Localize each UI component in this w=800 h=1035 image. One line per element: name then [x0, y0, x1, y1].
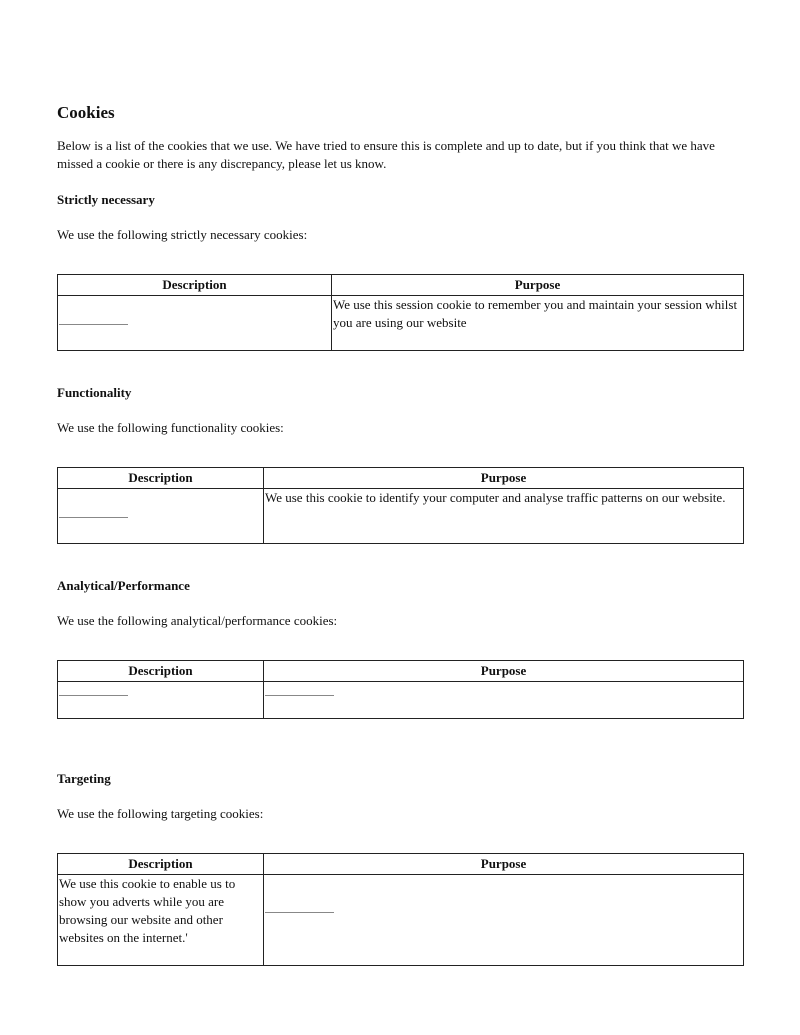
blank-line	[265, 911, 334, 913]
section-heading-targeting: Targeting	[57, 771, 111, 786]
section-text-strictly-necessary: We use the following strictly necessary cookies:	[57, 227, 308, 242]
table-header-row	[58, 661, 744, 682]
column-header-description: Description	[58, 275, 332, 296]
column-header-purpose: Purpose	[264, 661, 744, 682]
cookie-purpose-cell	[264, 682, 744, 719]
column-header-purpose: Purpose	[264, 854, 744, 875]
intro-paragraph: Below is a list of the cookies that we use. We have tried to ensure this is complete and up to date, but if you think that we have missed a cookie or there is any discrepancy, please let us know.	[57, 138, 715, 171]
table-header-row	[58, 854, 744, 875]
blank-line	[59, 516, 128, 518]
column-header-purpose: Purpose	[264, 468, 744, 489]
section-heading-functionality: Functionality	[57, 385, 132, 400]
cookie-purpose-cell: We use this cookie to identify your computer and analyse traffic patterns on our website.	[264, 489, 744, 544]
blank-line	[265, 694, 334, 696]
table-row	[58, 489, 744, 544]
cookie-purpose-cell: We use this session cookie to remember you and maintain your session whilst you are using our website	[332, 296, 744, 351]
targeting-table	[57, 853, 744, 966]
cookie-description-cell	[58, 296, 332, 351]
table-header-row	[58, 468, 744, 489]
column-header-description: Description	[58, 661, 264, 682]
section-text-analytical-performance: We use the following analytical/performance cookies:	[57, 613, 338, 628]
functionality-table	[57, 467, 744, 544]
section-text-targeting: We use the following targeting cookies:	[57, 806, 264, 821]
cookie-purpose-cell	[264, 875, 744, 966]
column-header-description: Description	[58, 468, 264, 489]
cookie-description-cell: We use this cookie to enable us to show you adverts while you are browsing our website and other websites on the internet.'	[58, 875, 264, 966]
table-row	[58, 875, 744, 966]
analytical-performance-table	[57, 660, 744, 719]
table-row	[58, 682, 744, 719]
section-heading-strictly-necessary: Strictly necessary	[57, 192, 155, 207]
page-title: Cookies	[57, 103, 115, 122]
cookie-description-cell	[58, 489, 264, 544]
strictly-necessary-table	[57, 274, 744, 351]
section-heading-analytical-performance: Analytical/Performance	[57, 578, 190, 593]
blank-line	[59, 323, 128, 325]
column-header-description: Description	[58, 854, 264, 875]
blank-line	[59, 694, 128, 696]
column-header-purpose: Purpose	[332, 275, 744, 296]
table-row	[58, 296, 744, 351]
cookie-description-cell	[58, 682, 264, 719]
section-text-functionality: We use the following functionality cookies:	[57, 420, 284, 435]
table-header-row	[58, 275, 744, 296]
